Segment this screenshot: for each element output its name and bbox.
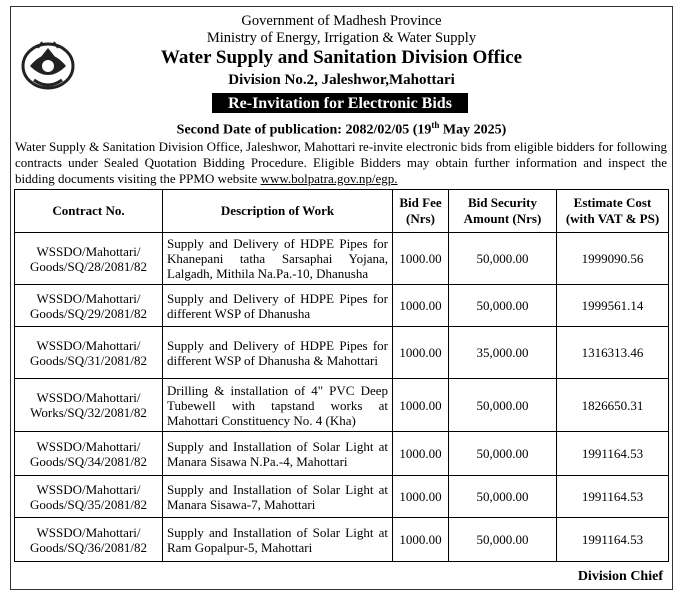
cell-description: Supply and Delivery of HDPE Pipes for different WSP of Dhanusha & Mahottari xyxy=(163,327,393,379)
cell-estimate-cost: 1316313.46 xyxy=(557,327,669,379)
cell-description: Supply and Installation of Solar Light at Manara Sisawa N.Pa.-4, Mahottari xyxy=(163,432,393,476)
header-bid-fee: Bid Fee (Nrs) xyxy=(393,190,449,233)
header-bid-security: Bid Security Amount (Nrs) xyxy=(449,190,557,233)
cell-estimate-cost: 1991164.53 xyxy=(557,518,669,562)
header-description: Description of Work xyxy=(163,190,393,233)
cell-bid-security: 50,000.00 xyxy=(449,518,557,562)
cell-bid-fee: 1000.00 xyxy=(393,518,449,562)
table-header-row xyxy=(15,190,669,233)
ppmo-link[interactable]: www.bolpatra.gov.np/egp. xyxy=(260,171,398,186)
cell-description: Drilling & installation of 4" PVC Deep Tubewell with tapstand works at Mahottari Constituency No. 4 (Kha) xyxy=(163,379,393,432)
table-row xyxy=(15,432,669,476)
ministry-line: Ministry of Energy, Irrigation & Water Supply xyxy=(206,30,477,46)
cell-bid-fee: 1000.00 xyxy=(393,285,449,327)
cell-bid-fee: 1000.00 xyxy=(393,327,449,379)
bids-table xyxy=(14,189,669,562)
table-row xyxy=(15,518,669,562)
cell-contract-no: WSSDO/Mahottari/ Goods/SQ/31/2081/82 xyxy=(15,327,163,379)
header-contract: Contract No. xyxy=(15,190,163,233)
cell-contract-no: WSSDO/Mahottari/ Goods/SQ/35/2081/82 xyxy=(15,476,163,518)
cell-estimate-cost: 1999561.14 xyxy=(557,285,669,327)
cell-bid-fee: 1000.00 xyxy=(393,476,449,518)
cell-bid-fee: 1000.00 xyxy=(393,233,449,285)
cell-estimate-cost: 1991164.53 xyxy=(557,432,669,476)
government-line: Government of Madhesh Province xyxy=(241,13,442,29)
header-estimate: Estimate Cost (with VAT & PS) xyxy=(557,190,669,233)
cell-estimate-cost: 1999090.56 xyxy=(557,233,669,285)
intro-paragraph: Water Supply & Sanitation Division Office, Jaleshwor, Mahottari re-invite electronic bids from eligible bidders for following contracts under Sealed Quotation Bidding Procedure. Eligible Bidders may obtain further information and inspect the bidding documents visiting the PPMO website www.bolpatra.gov.np/egp. xyxy=(15,139,667,186)
cell-bid-fee: 1000.00 xyxy=(393,432,449,476)
cell-contract-no: WSSDO/Mahottari/ Goods/SQ/29/2081/82 xyxy=(15,285,163,327)
cell-bid-security: 50,000.00 xyxy=(449,233,557,285)
table-row xyxy=(15,233,669,285)
office-title: Water Supply and Sanitation Division Office xyxy=(160,47,523,68)
cell-bid-security: 35,000.00 xyxy=(449,327,557,379)
publication-date: Second Date of publication: 2082/02/05 (19th May 2025) xyxy=(176,120,507,138)
cell-description: Supply and Installation of Solar Light at Ram Gopalpur-5, Mahottari xyxy=(163,518,393,562)
table-row xyxy=(15,476,669,518)
cell-description: Supply and Delivery of HDPE Pipes for Khanepani tatha Sarsaphai Yojana, Lalgadh, Mithila Na.Pa.-10, Dhanusha xyxy=(163,233,393,285)
cell-contract-no: WSSDO/Mahottari/ Goods/SQ/36/2081/82 xyxy=(15,518,163,562)
cell-contract-no: WSSDO/Mahottari/ Works/SQ/32/2081/82 xyxy=(15,379,163,432)
division-line: Division No.2, Jaleshwor,Mahottari xyxy=(228,72,455,88)
cell-description: Supply and Delivery of HDPE Pipes for different WSP of Dhanusha xyxy=(163,285,393,327)
cell-bid-security: 50,000.00 xyxy=(449,476,557,518)
notice-banner: Re-Invitation for Electronic Bids xyxy=(212,93,468,113)
cell-estimate-cost: 1826650.31 xyxy=(557,379,669,432)
cell-bid-fee: 1000.00 xyxy=(393,379,449,432)
cell-bid-security: 50,000.00 xyxy=(449,379,557,432)
table-row xyxy=(15,285,669,327)
cell-estimate-cost: 1991164.53 xyxy=(557,476,669,518)
cell-bid-security: 50,000.00 xyxy=(449,285,557,327)
table-row xyxy=(15,327,669,379)
signature: Division Chief xyxy=(577,569,663,584)
cell-bid-security: 50,000.00 xyxy=(449,432,557,476)
cell-description: Supply and Installation of Solar Light at Manara Sisawa-7, Mahottari xyxy=(163,476,393,518)
cell-contract-no: WSSDO/Mahottari/ Goods/SQ/28/2081/82 xyxy=(15,233,163,285)
table-row xyxy=(15,379,669,432)
cell-contract-no: WSSDO/Mahottari/ Goods/SQ/34/2081/82 xyxy=(15,432,163,476)
